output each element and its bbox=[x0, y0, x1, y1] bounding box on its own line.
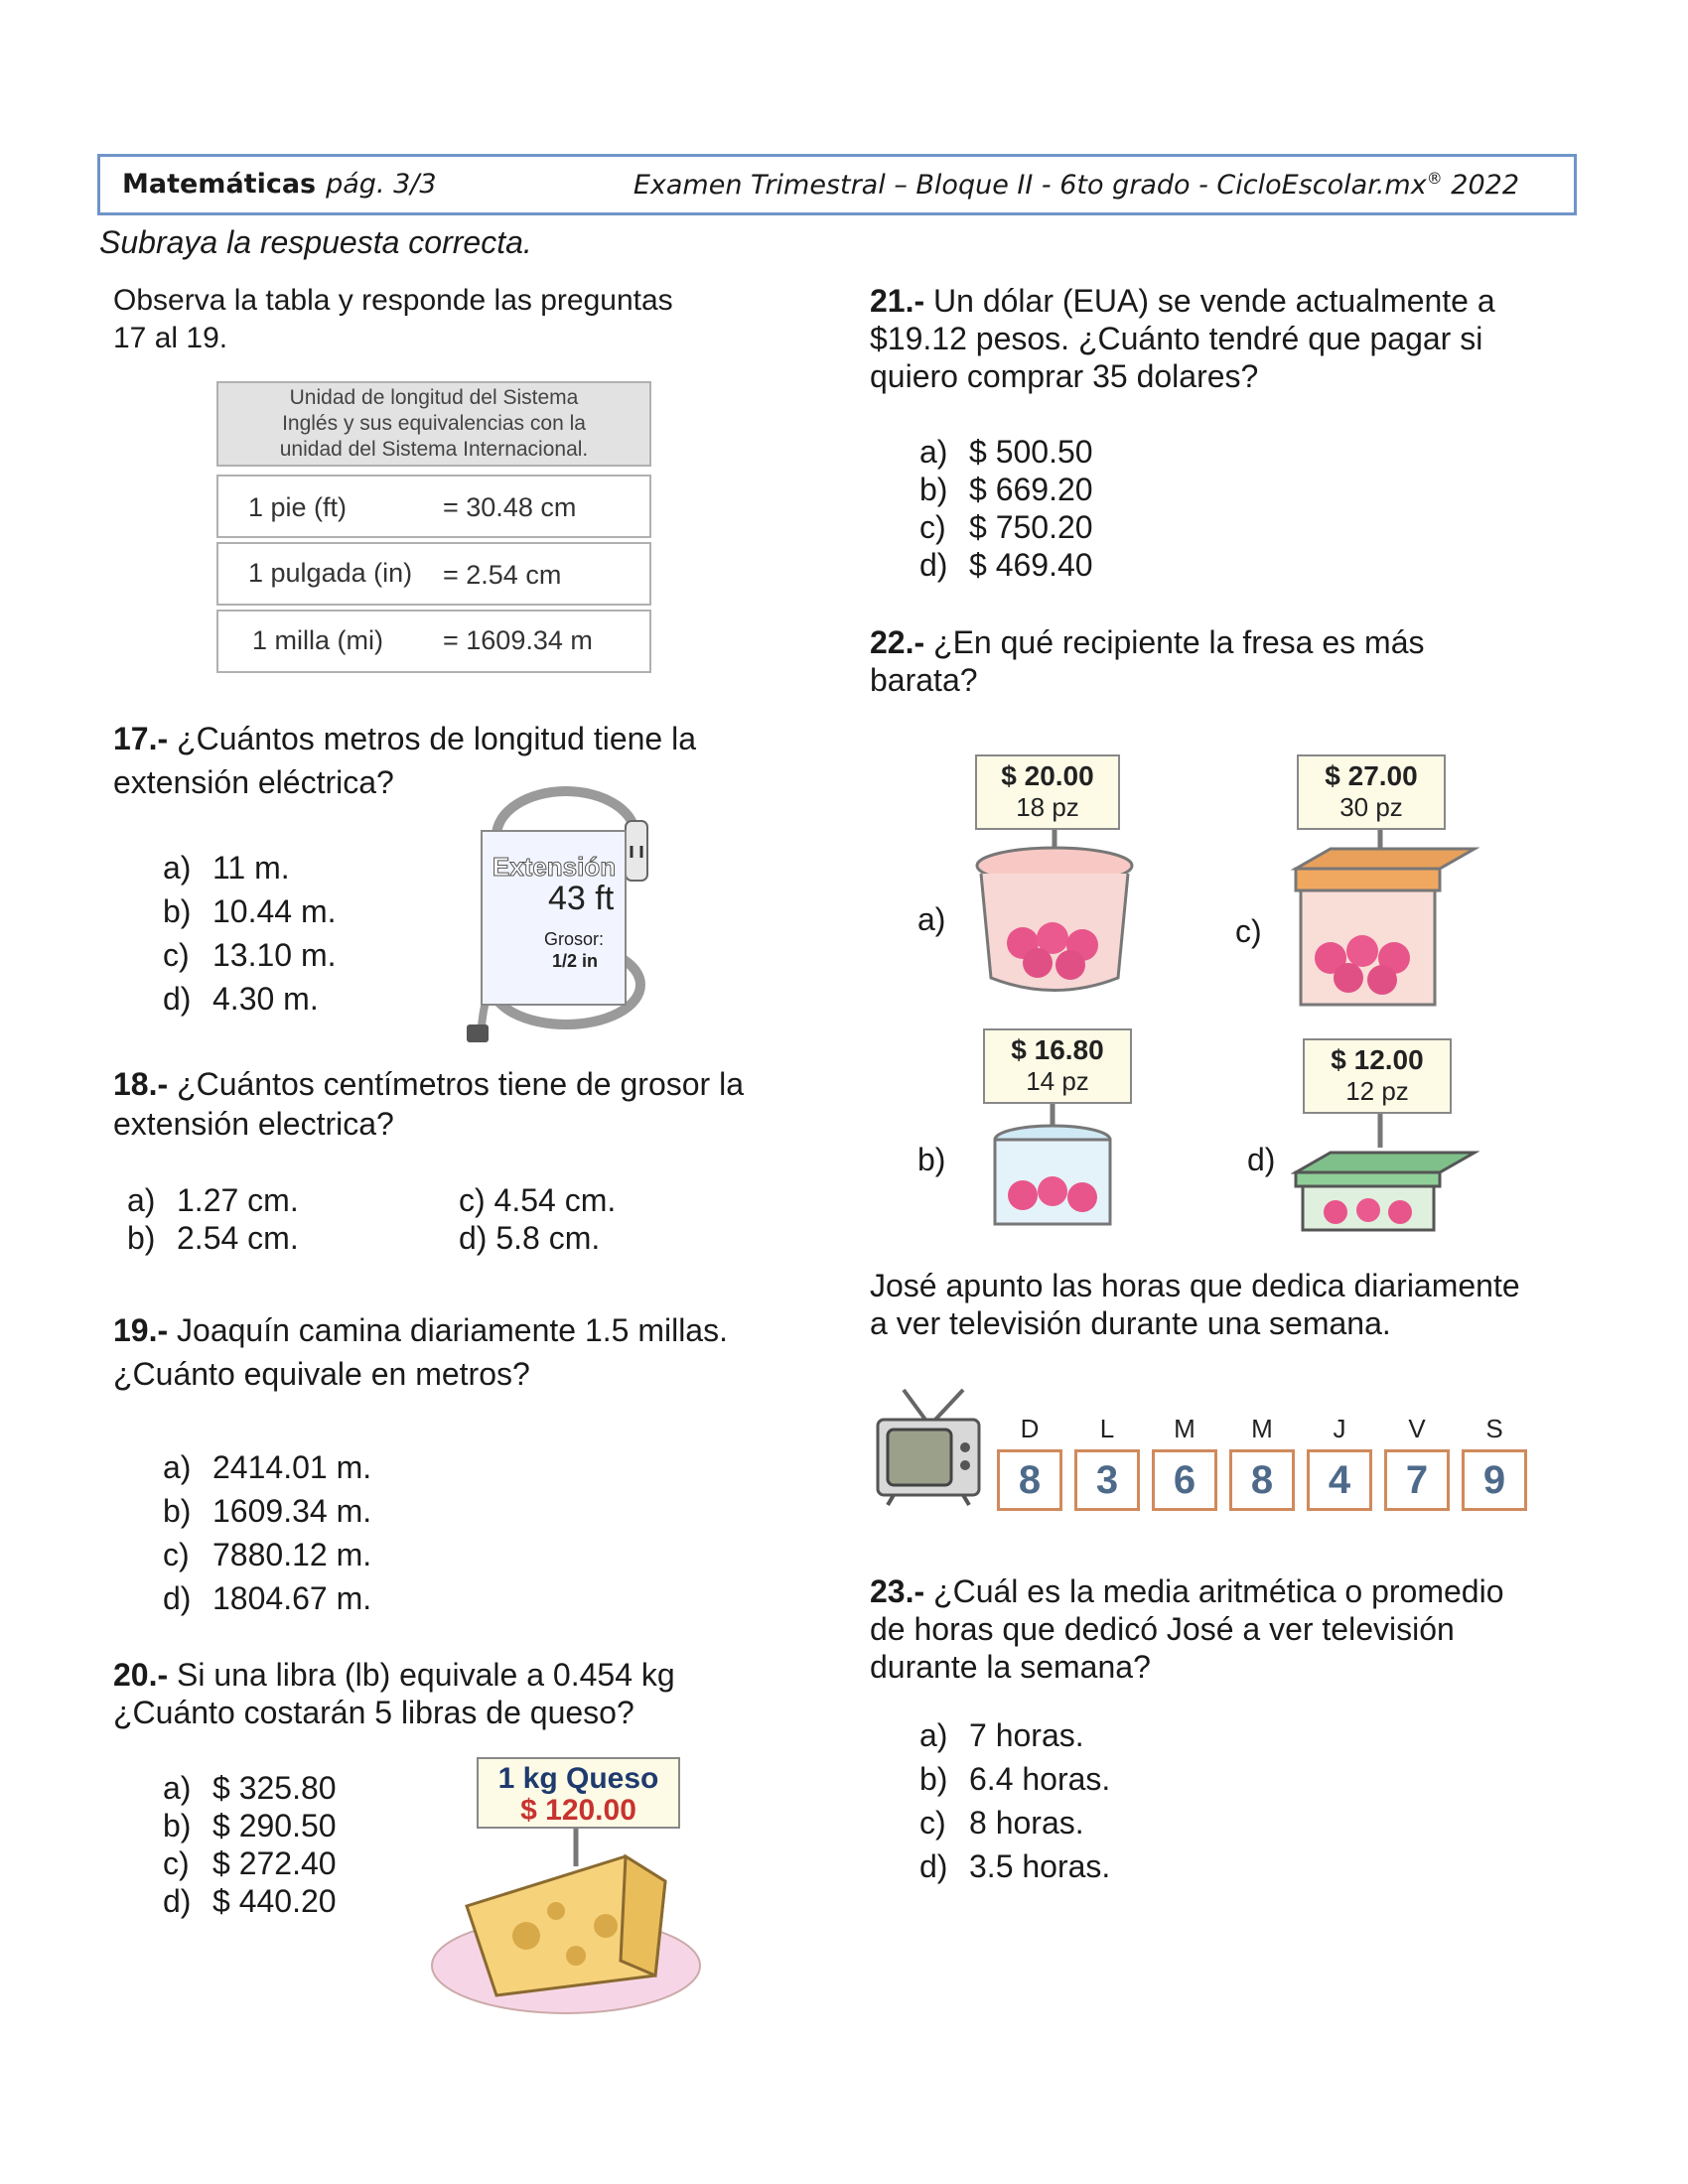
container-letter: b) bbox=[917, 1142, 946, 1177]
question-text: Si una libra (lb) equivale a 0.454 kg bbox=[177, 1657, 675, 1693]
question-text: extensión eléctrica? bbox=[113, 764, 394, 800]
page-header bbox=[97, 154, 1577, 215]
option-text: 1804.67 m. bbox=[212, 1580, 372, 1616]
option-letter: a) bbox=[163, 1770, 192, 1806]
option-letter: b) bbox=[163, 1808, 192, 1843]
option-text: 5.8 cm. bbox=[495, 1220, 601, 1256]
option[interactable] bbox=[163, 889, 337, 933]
option-text: 2414.01 m. bbox=[212, 1449, 372, 1485]
option-letter: b) bbox=[919, 472, 948, 507]
exam-title: Examen Trimestral – Bloque II - 6to grado - CicloEscolar.mx bbox=[633, 170, 1427, 201]
option[interactable] bbox=[163, 1489, 371, 1533]
subject-title: Matemáticas bbox=[122, 169, 317, 200]
sign-qty: 14 pz bbox=[1026, 1066, 1089, 1096]
option-letter: c) bbox=[919, 509, 946, 545]
tv-intro-line: José apunto las horas que dedica diariamente bbox=[870, 1268, 1520, 1303]
sign-qty: 18 pz bbox=[1016, 792, 1079, 822]
question-number: 22.- bbox=[870, 624, 925, 660]
table-title-line: Unidad de longitud del Sistema bbox=[289, 386, 579, 409]
option[interactable] bbox=[127, 1181, 299, 1219]
option[interactable] bbox=[127, 1219, 299, 1257]
sign-price: $ 16.80 bbox=[1011, 1034, 1104, 1065]
option-text: $ 290.50 bbox=[212, 1808, 337, 1843]
option[interactable] bbox=[919, 1844, 1110, 1888]
extension-length: 43 ft bbox=[548, 880, 615, 917]
question-text: Joaquín camina diariamente 1.5 millas. bbox=[177, 1312, 728, 1348]
options-20 bbox=[163, 1769, 337, 1920]
day-label: D bbox=[1020, 1414, 1040, 1443]
question-text: $19.12 pesos. ¿Cuánto tendré que pagar si bbox=[870, 321, 1483, 356]
question-21 bbox=[870, 282, 1495, 395]
sign-qty: 30 pz bbox=[1339, 792, 1403, 822]
option-letter: d) bbox=[163, 981, 192, 1017]
options-23 bbox=[919, 1713, 1110, 1888]
question-19 bbox=[113, 1310, 728, 1394]
extension-label: Extensión bbox=[492, 852, 617, 882]
option[interactable] bbox=[919, 1713, 1110, 1757]
day-label: M bbox=[1251, 1414, 1273, 1443]
header-left bbox=[122, 169, 437, 200]
option-letter: a) bbox=[127, 1182, 156, 1218]
hours-box: 8 bbox=[997, 1449, 1062, 1511]
container-a bbox=[914, 754, 1152, 1003]
question-text: quiero comprar 35 dolares? bbox=[870, 358, 1259, 394]
price-sign bbox=[975, 754, 1120, 830]
question-number: 20.- bbox=[113, 1657, 169, 1693]
question-text: Un dólar (EUA) se vende actualmente a bbox=[933, 283, 1495, 319]
option-letter: c) bbox=[163, 937, 190, 973]
exam-year: 2022 bbox=[1451, 170, 1519, 201]
table-row bbox=[216, 542, 651, 606]
options-18-right bbox=[459, 1181, 616, 1257]
table-equivalence: = 1609.34 m bbox=[443, 625, 593, 655]
cheese-sign-title: 1 kg Queso bbox=[497, 1762, 659, 1795]
registered-mark: ® bbox=[1426, 169, 1443, 188]
option-letter: b) bbox=[919, 1761, 948, 1797]
question-text: extensión electrica? bbox=[113, 1106, 394, 1142]
question-20 bbox=[113, 1656, 675, 1731]
round-container-icon bbox=[973, 814, 1142, 1003]
table-intro bbox=[113, 282, 673, 357]
price-sign bbox=[983, 1028, 1132, 1104]
option-letter: c) bbox=[919, 1805, 946, 1841]
tv-intro-line: a ver televisión durante una semana. bbox=[870, 1305, 1391, 1341]
question-number: 18.- bbox=[113, 1066, 169, 1102]
option-letter: d) bbox=[919, 1848, 948, 1884]
option-letter: b) bbox=[163, 893, 192, 929]
day-label: L bbox=[1099, 1414, 1115, 1443]
question-22 bbox=[870, 623, 1425, 699]
question-text: ¿Cuál es la media aritmética o promedio bbox=[933, 1573, 1504, 1609]
option-letter: d) bbox=[163, 1580, 192, 1616]
table-title-line: unidad del Sistema Internacional. bbox=[279, 438, 589, 461]
option-text: 4.30 m. bbox=[212, 981, 319, 1017]
hours-box: 9 bbox=[1462, 1449, 1527, 1511]
table-title bbox=[216, 381, 651, 467]
option[interactable] bbox=[163, 1445, 371, 1489]
option-text: $ 750.20 bbox=[969, 509, 1093, 545]
extension-grosor-label: Grosor: bbox=[544, 929, 605, 949]
option-text: 1609.34 m. bbox=[212, 1493, 372, 1529]
question-number: 21.- bbox=[870, 283, 925, 319]
tv-intro bbox=[870, 1267, 1520, 1342]
question-text: ¿Cuántos centímetros tiene de grosor la bbox=[177, 1066, 744, 1102]
option[interactable] bbox=[163, 933, 337, 977]
option-letter: c) bbox=[459, 1182, 486, 1218]
option[interactable] bbox=[919, 508, 1093, 546]
options-19 bbox=[163, 1445, 371, 1620]
option[interactable] bbox=[163, 1769, 337, 1807]
question-23 bbox=[870, 1572, 1504, 1686]
container-letter: a) bbox=[917, 901, 946, 937]
question-text: ¿En qué recipiente la fresa es más bbox=[933, 624, 1425, 660]
hours-box: 7 bbox=[1384, 1449, 1450, 1511]
option[interactable] bbox=[163, 1576, 371, 1620]
jar-container-icon bbox=[983, 1088, 1132, 1237]
hours-box: 8 bbox=[1229, 1449, 1295, 1511]
cheese-image bbox=[427, 1757, 705, 2015]
option[interactable] bbox=[919, 471, 1093, 508]
option[interactable] bbox=[919, 1757, 1110, 1801]
tv-image bbox=[874, 1386, 983, 1507]
price-sign bbox=[1303, 1038, 1452, 1114]
option-letter: a) bbox=[919, 1717, 948, 1753]
option-text: 1.27 cm. bbox=[177, 1182, 299, 1218]
sign-price: $ 27.00 bbox=[1325, 760, 1418, 791]
question-text: ¿Cuántos metros de longitud tiene la bbox=[177, 721, 696, 756]
hours-box: 3 bbox=[1074, 1449, 1140, 1511]
option-text: $ 440.20 bbox=[212, 1883, 337, 1919]
option[interactable] bbox=[163, 1533, 371, 1576]
option[interactable] bbox=[459, 1219, 616, 1257]
question-text: ¿Cuánto costarán 5 libras de queso? bbox=[113, 1695, 634, 1730]
option[interactable] bbox=[163, 1807, 337, 1844]
cheese-sign-price: $ 120.00 bbox=[520, 1794, 636, 1827]
sign-price: $ 20.00 bbox=[1001, 760, 1094, 791]
day-label: M bbox=[1174, 1414, 1196, 1443]
option-text: $ 669.20 bbox=[969, 472, 1093, 507]
option-text: 10.44 m. bbox=[212, 893, 337, 929]
square-container-icon bbox=[1291, 814, 1479, 1013]
options-17 bbox=[163, 846, 337, 1021]
option-text: $ 500.50 bbox=[969, 434, 1093, 470]
option-letter: c) bbox=[163, 1537, 190, 1572]
option-text: 11 m. bbox=[212, 850, 290, 886]
container-d bbox=[1231, 1038, 1479, 1237]
table-equivalence: = 2.54 cm bbox=[443, 560, 562, 590]
option-text: 13.10 m. bbox=[212, 937, 337, 973]
header-right bbox=[633, 169, 1519, 201]
hours-box: 6 bbox=[1152, 1449, 1217, 1511]
table-row bbox=[216, 610, 651, 673]
option-text: 3.5 horas. bbox=[969, 1848, 1111, 1884]
option-text: $ 272.40 bbox=[212, 1845, 337, 1881]
table-equivalence: = 30.48 cm bbox=[443, 492, 577, 522]
green-container-icon bbox=[1291, 1098, 1479, 1237]
option[interactable] bbox=[919, 433, 1093, 471]
question-number: 23.- bbox=[870, 1573, 925, 1609]
question-18 bbox=[113, 1064, 744, 1144]
price-sign bbox=[1297, 754, 1446, 830]
option-text: 2.54 cm. bbox=[177, 1220, 299, 1256]
table-unit: 1 pulgada (in) bbox=[248, 558, 413, 588]
table-intro-line: Observa la tabla y responde las preguntas bbox=[113, 284, 673, 317]
option-text: 6.4 horas. bbox=[969, 1761, 1111, 1797]
option-letter: a) bbox=[163, 850, 192, 886]
table-intro-line: 17 al 19. bbox=[113, 322, 228, 354]
table-unit: 1 pie (ft) bbox=[248, 492, 348, 522]
question-number: 17.- bbox=[113, 721, 169, 756]
option-text: 7 horas. bbox=[969, 1717, 1084, 1753]
option[interactable] bbox=[163, 846, 337, 889]
container-b bbox=[914, 1028, 1152, 1237]
table-unit: 1 milla (mi) bbox=[252, 625, 383, 655]
option-text: $ 469.40 bbox=[969, 547, 1093, 583]
page-number: pág. 3/3 bbox=[326, 169, 437, 200]
option-text: 8 horas. bbox=[969, 1805, 1084, 1841]
day-label: S bbox=[1485, 1414, 1503, 1443]
extension-grosor-value: 1/2 in bbox=[552, 951, 599, 971]
hours-box: 4 bbox=[1307, 1449, 1372, 1511]
options-21 bbox=[919, 433, 1093, 584]
question-text: de horas que dedicó José a ver televisión bbox=[870, 1611, 1455, 1647]
option[interactable] bbox=[919, 546, 1093, 584]
option-letter: d) bbox=[459, 1220, 488, 1256]
extension-cord-image bbox=[457, 776, 685, 1044]
day-label: V bbox=[1408, 1414, 1426, 1443]
sign-price: $ 12.00 bbox=[1331, 1044, 1424, 1075]
option-text: 4.54 cm. bbox=[493, 1182, 617, 1218]
option-letter: c) bbox=[163, 1845, 190, 1881]
options-18-left bbox=[127, 1181, 299, 1257]
option-text: 7880.12 m. bbox=[212, 1537, 372, 1572]
sign-qty: 12 pz bbox=[1345, 1076, 1409, 1106]
container-letter: c) bbox=[1235, 913, 1262, 949]
instruction: Subraya la respuesta correcta. bbox=[99, 224, 532, 260]
option[interactable] bbox=[919, 1801, 1110, 1844]
option-letter: d) bbox=[919, 547, 948, 583]
option-letter: d) bbox=[163, 1883, 192, 1919]
option[interactable] bbox=[163, 977, 337, 1021]
table-row bbox=[216, 475, 651, 538]
table-title-line: Inglés y sus equivalencias con la bbox=[282, 412, 586, 435]
option-letter: a) bbox=[163, 1449, 192, 1485]
option-letter: b) bbox=[127, 1220, 156, 1256]
container-letter: d) bbox=[1247, 1142, 1276, 1177]
television-icon bbox=[874, 1386, 983, 1507]
question-text: ¿Cuánto equivale en metros? bbox=[113, 1356, 530, 1392]
question-text: durante la semana? bbox=[870, 1649, 1151, 1685]
option[interactable] bbox=[163, 1882, 337, 1920]
option-letter: b) bbox=[163, 1493, 192, 1529]
question-number: 19.- bbox=[113, 1312, 169, 1348]
day-label: J bbox=[1333, 1414, 1346, 1443]
option-letter: a) bbox=[919, 434, 948, 470]
question-text: barata? bbox=[870, 662, 978, 698]
option-text: $ 325.80 bbox=[212, 1770, 337, 1806]
container-c bbox=[1231, 754, 1479, 1013]
option[interactable] bbox=[163, 1844, 337, 1882]
cheese-sign bbox=[477, 1757, 680, 1829]
option[interactable] bbox=[459, 1181, 616, 1219]
